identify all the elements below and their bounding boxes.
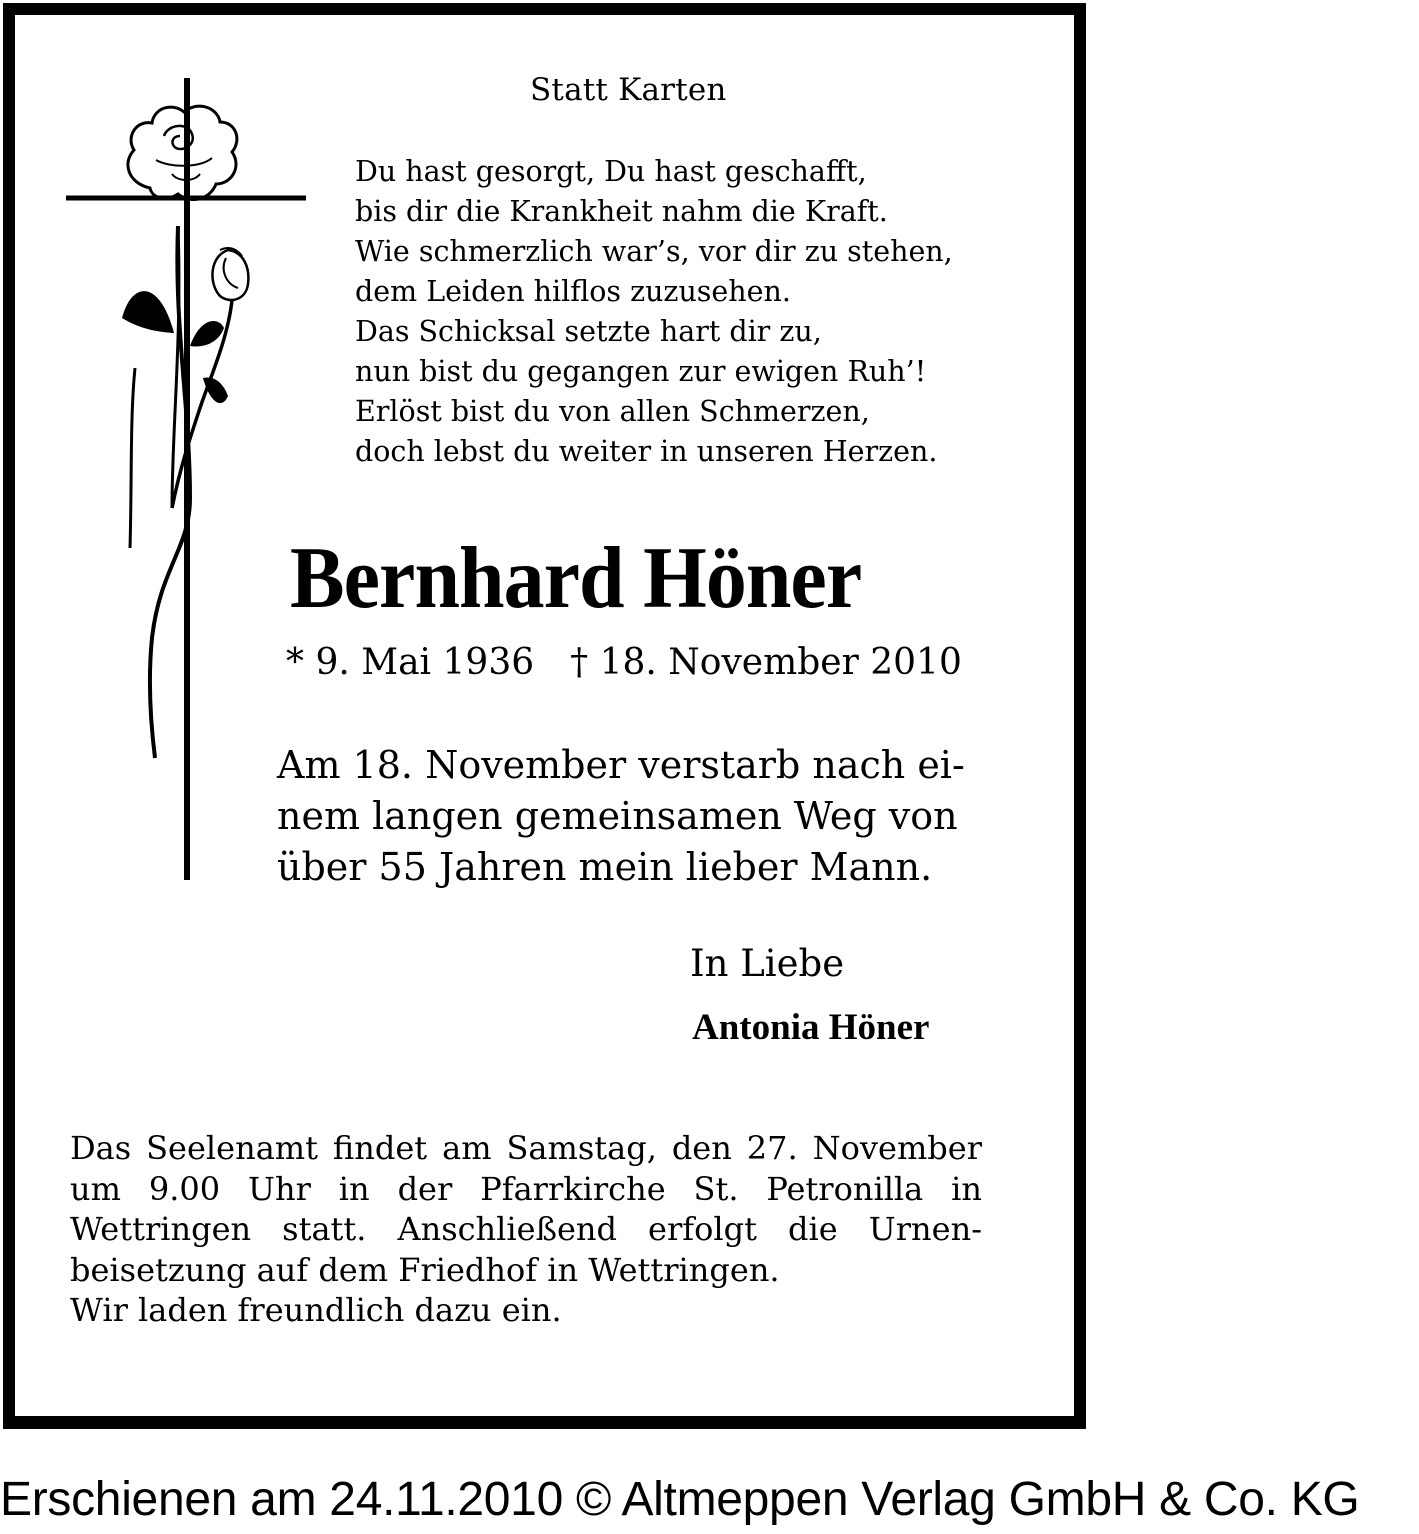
birth-date: * 9. Mai 1936 [286, 642, 535, 683]
poem [355, 152, 953, 472]
announcement-line: nem langen gemeinsamen Weg von [277, 794, 958, 838]
signer-name: Antonia Höner [692, 1007, 930, 1048]
announcement-line: Am 18. November verstarb nach ei- [277, 743, 965, 787]
deceased-name: Bernhard Höner [290, 530, 862, 627]
service-line: Wettringen statt. Anschließend erfolgt die Urnen- [70, 1210, 982, 1248]
poem-line: doch lebst du weiter in unseren Herzen. [355, 435, 938, 468]
poem-line: Erlöst bist du von allen Schmerzen, [355, 395, 870, 428]
life-dates [286, 642, 962, 683]
notice-header: Statt Karten [530, 72, 727, 108]
death-date: † 18. November 2010 [570, 642, 962, 683]
service-line: Das Seelenamt findet am Samstag, den 27. November [70, 1129, 982, 1167]
poem-line: nun bist du gegangen zur ewigen Ruh’! [355, 355, 927, 388]
service-line: um 9.00 Uhr in der Pfarrkirche St. Petronilla in [70, 1169, 982, 1208]
poem-line: Wie schmerzlich war’s, vor dir zu stehen, [355, 235, 953, 268]
poem-line: bis dir die Krankheit nahm die Kraft. [355, 195, 888, 228]
announcement-line: über 55 Jahren mein lieber Mann. [277, 845, 933, 889]
cross-with-rose-icon [60, 78, 310, 884]
poem-line: Das Schicksal setzte hart dir zu, [355, 315, 822, 348]
closing-phrase: In Liebe [690, 942, 845, 985]
service-line: beisetzung auf dem Friedhof in Wettringen. [70, 1250, 780, 1289]
publication-credit: Erschienen am 24.11.2010 © Altmeppen Verlag GmbH & Co. KG [0, 1473, 1360, 1526]
service-line: Wir laden freundlich dazu ein. [70, 1291, 562, 1329]
announcement-text [277, 740, 965, 893]
poem-line: dem Leiden hilflos zuzusehen. [355, 275, 791, 308]
service-info [70, 1128, 982, 1331]
poem-line: Du hast gesorgt, Du hast geschafft, [355, 155, 867, 188]
